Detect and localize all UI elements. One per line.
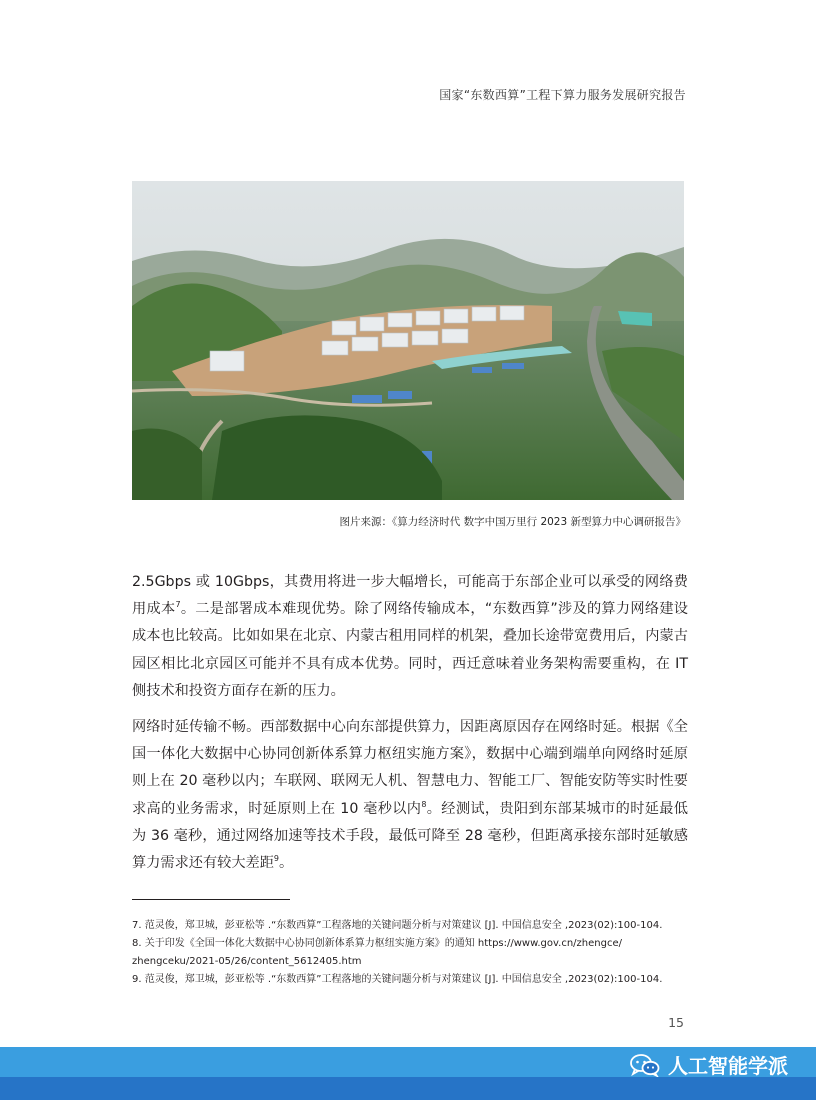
body-paragraph-1 <box>132 569 688 705</box>
figure-caption: 图片来源：《算力经济时代 数字中国万里行 2023 新型算力中心调研报告》 <box>339 516 686 528</box>
paragraph-1-text-b: 。二是部署成本难现优势。除了网络传输成本，“东数西算”涉及的算力网络建设成本也比较高。比如如果在北京、内蒙古租用同样的机架，叠加长途带宽费用后，内蒙古园区相比北京园区可能并不具有成本优势。同时，西迁意味着业务架构需要重构，在 IT 侧技术和投资方面存在新的压力。 <box>132 601 688 699</box>
paragraph-2-text-a: 网络时延传输不畅。西部数据中心向东部提供算力，因距离原因存在网络时延。根据《全国一体化大数据中心协同创新体系算力枢纽实施方案》，数据中心端到端单向网络时延原则上在 20 毫秒以内；车联网、联网无人机、智慧电力、智能工厂、智能安防等实时性要求高的业务需求，时延原则上在 10 毫秒以内 <box>132 719 688 817</box>
brand-watermark <box>630 1050 788 1079</box>
page-number: 15 <box>668 1015 684 1030</box>
aerial-photo-data-center-park <box>132 181 684 500</box>
footnote-7: 7. 范灵俊，郑卫城，彭亚松等 .“东数西算”工程落地的关键问题分析与对策建议 [J]. 中国信息安全 ,2023(02):100-104. <box>132 920 663 931</box>
paragraph-2-text-b: 。经测试，贵阳到东部某城市的时延最低为 36 毫秒，通过网络加速等技术手段，最低可降至 28 毫秒，但距离承接东部时延敏感算力需求还有较大差距 <box>132 800 688 872</box>
footnote-ref-7[interactable]: 7 <box>175 600 181 610</box>
footnotes <box>132 917 692 989</box>
paragraph-2-text-c: 。 <box>278 855 294 872</box>
wechat-icon <box>630 1053 660 1077</box>
footnote-8-line-1[interactable]: 8. 关于印发《全国一体化大数据中心协同创新体系算力枢纽实施方案》的通知 https://www.gov.cn/zhengce/ <box>132 938 622 949</box>
paragraph-1-text-a: 2.5Gbps 或 10Gbps，其费用将进一步大幅增长，可能高于东部企业可以承受的网络费用成本 <box>132 574 688 618</box>
footnote-8-line-2[interactable]: zhengceku/2021-05/26/content_5612405.htm <box>132 956 362 967</box>
footnote-ref-9[interactable]: 9 <box>273 854 279 864</box>
footnote-ref-8[interactable]: 8 <box>421 799 427 809</box>
report-header-title: 国家“东数西算”工程下算力服务发展研究报告 <box>439 88 686 102</box>
brand-name: 人工智能学派 <box>668 1054 788 1078</box>
footer-band-dark <box>0 1077 816 1100</box>
footnote-divider <box>132 899 290 900</box>
body-paragraph-2 <box>132 714 688 877</box>
footnote-9: 9. 范灵俊，郑卫城，彭亚松等 .“东数西算”工程落地的关键问题分析与对策建议 [J]. 中国信息安全 ,2023(02):100-104. <box>132 974 663 985</box>
